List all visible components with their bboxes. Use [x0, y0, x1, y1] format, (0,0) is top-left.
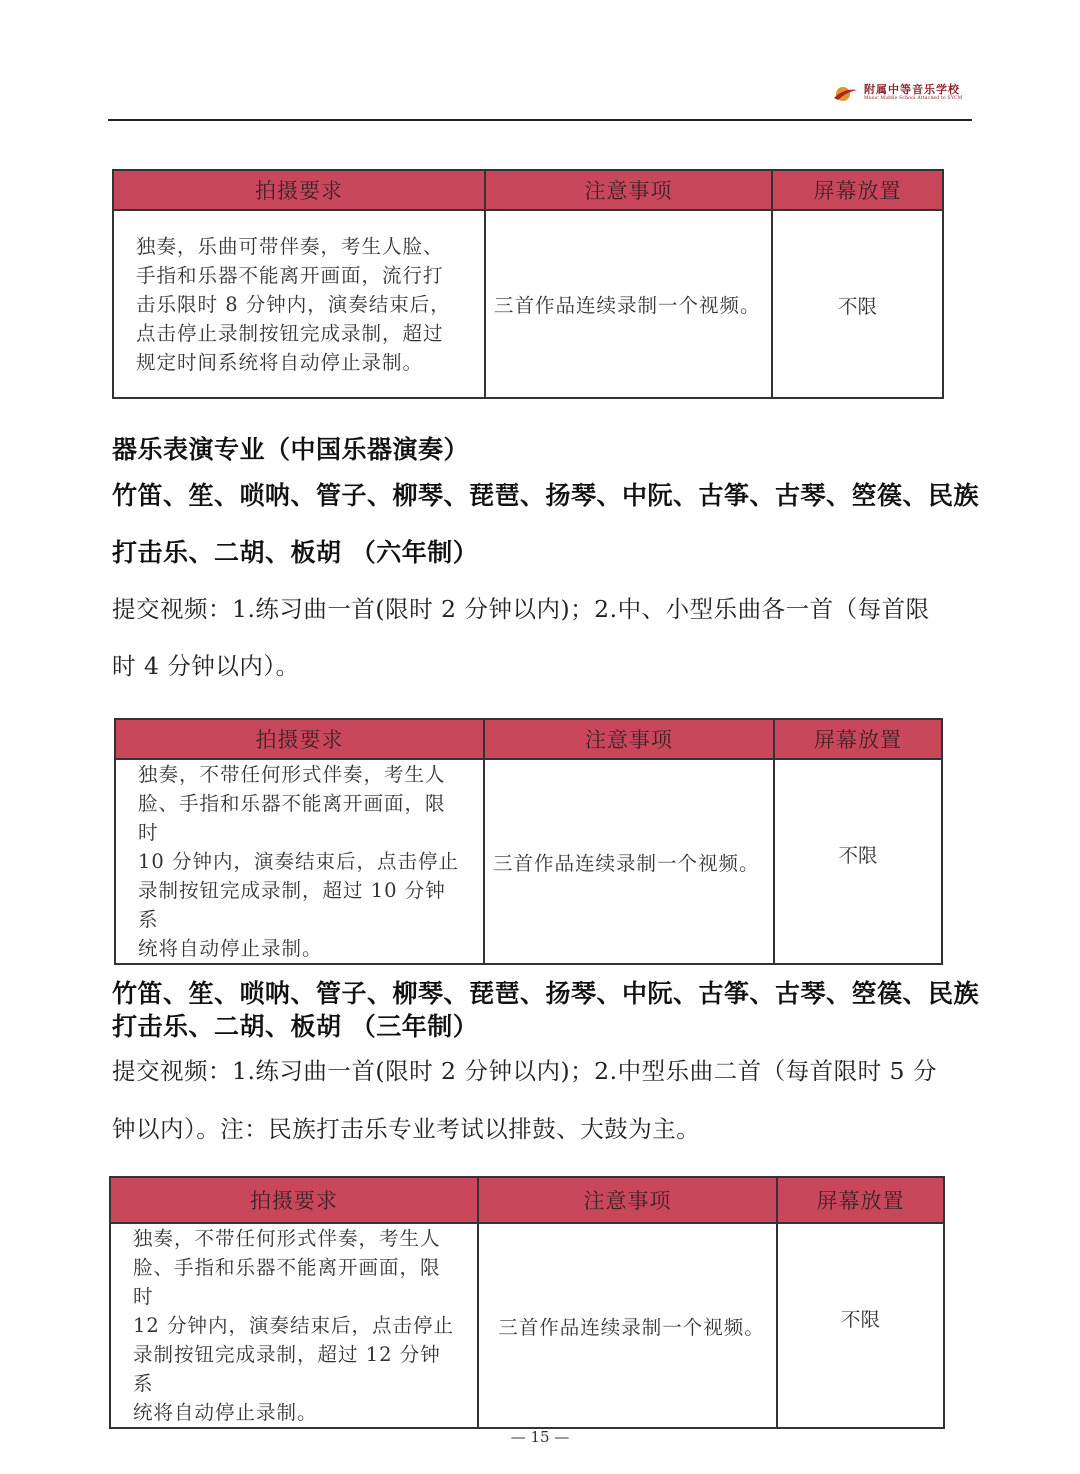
header-requirements: 拍摄要求 [115, 719, 484, 759]
requirement-line: 手指和乐器不能离开画面，流行打 [136, 263, 444, 287]
screen-cell: 不限 [774, 759, 942, 964]
requirement-line: 独奏，乐曲可带伴奏，考生人脸、 [136, 234, 444, 258]
requirements-table-2 [114, 718, 943, 965]
requirement-line: 击乐限时 8 分钟内，演奏结束后， [136, 292, 451, 316]
page-number: — 15 — [510, 1428, 570, 1446]
table-row [113, 210, 943, 398]
instruments-line: 打击乐、二胡、板胡 （六年制） [112, 538, 479, 567]
screen-cell: 不限 [772, 210, 943, 398]
table-header-row [113, 170, 943, 210]
notes-cell: 三首作品连续录制一个视频。 [485, 210, 772, 398]
school-logo [832, 84, 962, 102]
table-header-row [115, 719, 942, 759]
requirement-line: 统将自动停止录制。 [133, 1401, 318, 1424]
requirement-line: 12 分钟内，演奏结束后，点击停止 [133, 1314, 455, 1337]
requirements-table-1 [112, 169, 944, 399]
requirement-line: 规定时间系统将自动停止录制。 [136, 350, 424, 374]
header-requirements: 拍摄要求 [113, 170, 485, 210]
instruments-line: 竹笛、笙、唢呐、管子、柳琴、琵琶、扬琴、中阮、古筝、古琴、箜篌、民族 [112, 481, 980, 510]
table-row [110, 1223, 944, 1428]
screen-cell: 不限 [777, 1223, 944, 1428]
requirement-line: 独奏，不带任何形式伴奏，考生人 [133, 1227, 441, 1250]
requirement-line: 点击停止录制按钮完成录制，超过 [136, 321, 444, 345]
notes-cell: 三首作品连续录制一个视频。 [478, 1223, 777, 1428]
submission-text: 提交视频：1.练习曲一首(限时 2 分钟以内)；2.中、小型乐曲各一首（每首限 [112, 595, 930, 623]
notes-cell: 三首作品连续录制一个视频。 [484, 759, 774, 964]
section-title: 器乐表演专业（中国乐器演奏） [112, 435, 470, 464]
header-divider [108, 119, 972, 121]
school-emblem-icon [832, 84, 858, 102]
header-notes: 注意事项 [478, 1177, 777, 1223]
header-screen: 屏幕放置 [774, 719, 942, 759]
requirements-table-3 [109, 1176, 945, 1429]
requirements-cell [110, 1223, 478, 1428]
requirement-line: 录制按钮完成录制，超过 12 分钟系 [133, 1343, 441, 1395]
requirement-line: 10 分钟内，演奏结束后，点击停止 [138, 850, 460, 873]
requirement-line: 独奏，不带任何形式伴奏，考生人 [138, 763, 446, 786]
header-notes: 注意事项 [485, 170, 772, 210]
logo-chinese-name: 附属中等音乐学校 [864, 83, 960, 97]
submission-text: 时 4 分钟以内）。 [112, 652, 300, 680]
requirement-line: 统将自动停止录制。 [138, 937, 323, 960]
header-screen: 屏幕放置 [772, 170, 943, 210]
instruments-line: 竹笛、笙、唢呐、管子、柳琴、琵琶、扬琴、中阮、古筝、古琴、箜篌、民族 [112, 979, 980, 1008]
logo-english-name: Music Middle School Attached to SYCM [864, 96, 963, 102]
table-header-row [110, 1177, 944, 1223]
instruments-line: 打击乐、二胡、板胡 （三年制） [112, 1012, 479, 1041]
header-notes: 注意事项 [484, 719, 774, 759]
requirement-line: 录制按钮完成录制，超过 10 分钟系 [138, 879, 446, 931]
header-requirements: 拍摄要求 [110, 1177, 478, 1223]
requirements-cell [115, 759, 484, 964]
requirement-line: 脸、手指和乐器不能离开画面，限时 [133, 1256, 441, 1308]
table-row [115, 759, 942, 964]
submission-text: 钟以内）。注：民族打击乐专业考试以排鼓、大鼓为主。 [112, 1115, 701, 1143]
requirements-cell [113, 210, 485, 398]
header-screen: 屏幕放置 [777, 1177, 944, 1223]
requirement-line: 脸、手指和乐器不能离开画面，限时 [138, 792, 446, 844]
submission-text: 提交视频：1.练习曲一首(限时 2 分钟以内)；2.中型乐曲二首（每首限时 5 分 [112, 1057, 937, 1085]
